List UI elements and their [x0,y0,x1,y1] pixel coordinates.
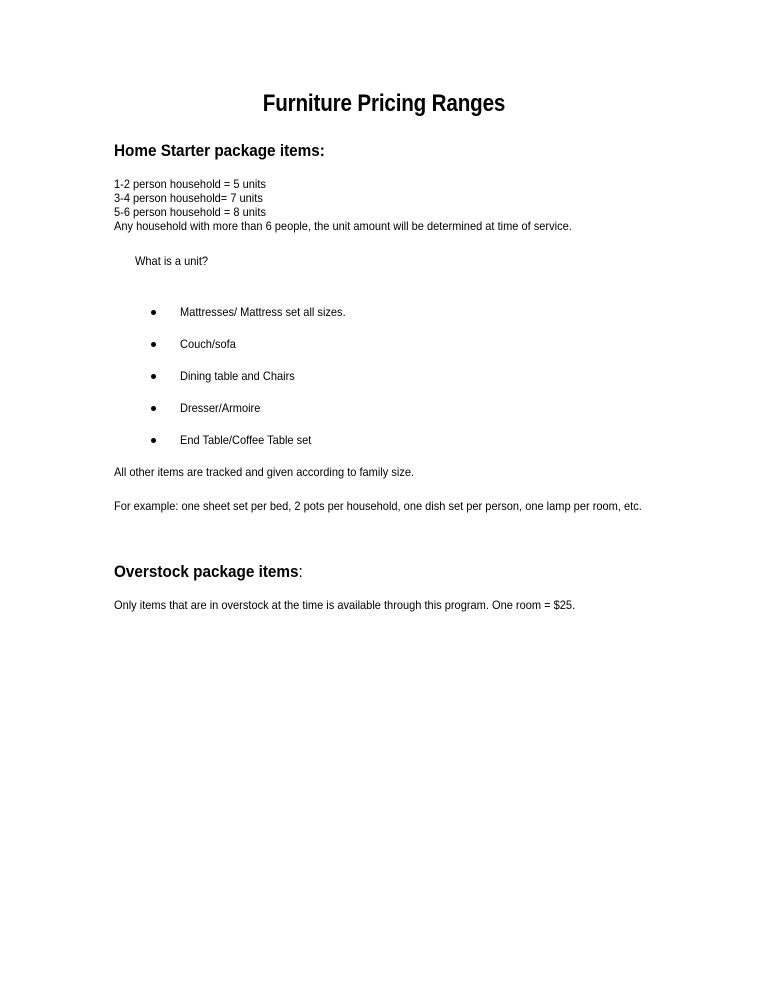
list-item-label: Dining table and Chairs [180,369,295,383]
bullet-icon [151,310,156,315]
overstock-heading-text: Overstock package items [114,562,299,581]
bullet-icon [151,374,156,379]
other-items-note: All other items are tracked and given according to family size. [114,465,415,479]
bullet-icon [151,342,156,347]
overstock-note: Only items that are in overstock at the time is available through this program. One room = $25. [114,598,576,612]
home-starter-heading: Home Starter package items: [114,141,325,160]
overstock-heading-colon: : [298,562,303,581]
bullet-icon [151,406,156,411]
unit-question: What is a unit? [135,254,209,268]
household-line-more-than-6: Any household with more than 6 people, the unit amount will be determined at time of service. [114,219,572,233]
household-line-1-2: 1-2 person household = 5 units [114,177,266,191]
list-item-label: Couch/sofa [180,337,236,351]
list-item-label: Dresser/Armoire [180,401,261,415]
household-line-3-4: 3-4 person household= 7 units [114,191,263,205]
example-note: For example: one sheet set per bed, 2 pots per household, one dish set per person, one lamp per room, etc. [114,499,642,513]
bullet-icon [151,438,156,443]
list-item-label: Mattresses/ Mattress set all sizes. [180,305,346,319]
list-item-label: End Table/Coffee Table set [180,433,312,447]
household-line-5-6: 5-6 person household = 8 units [114,205,266,219]
page-title: Furniture Pricing Ranges [262,90,506,117]
overstock-heading [114,562,303,582]
